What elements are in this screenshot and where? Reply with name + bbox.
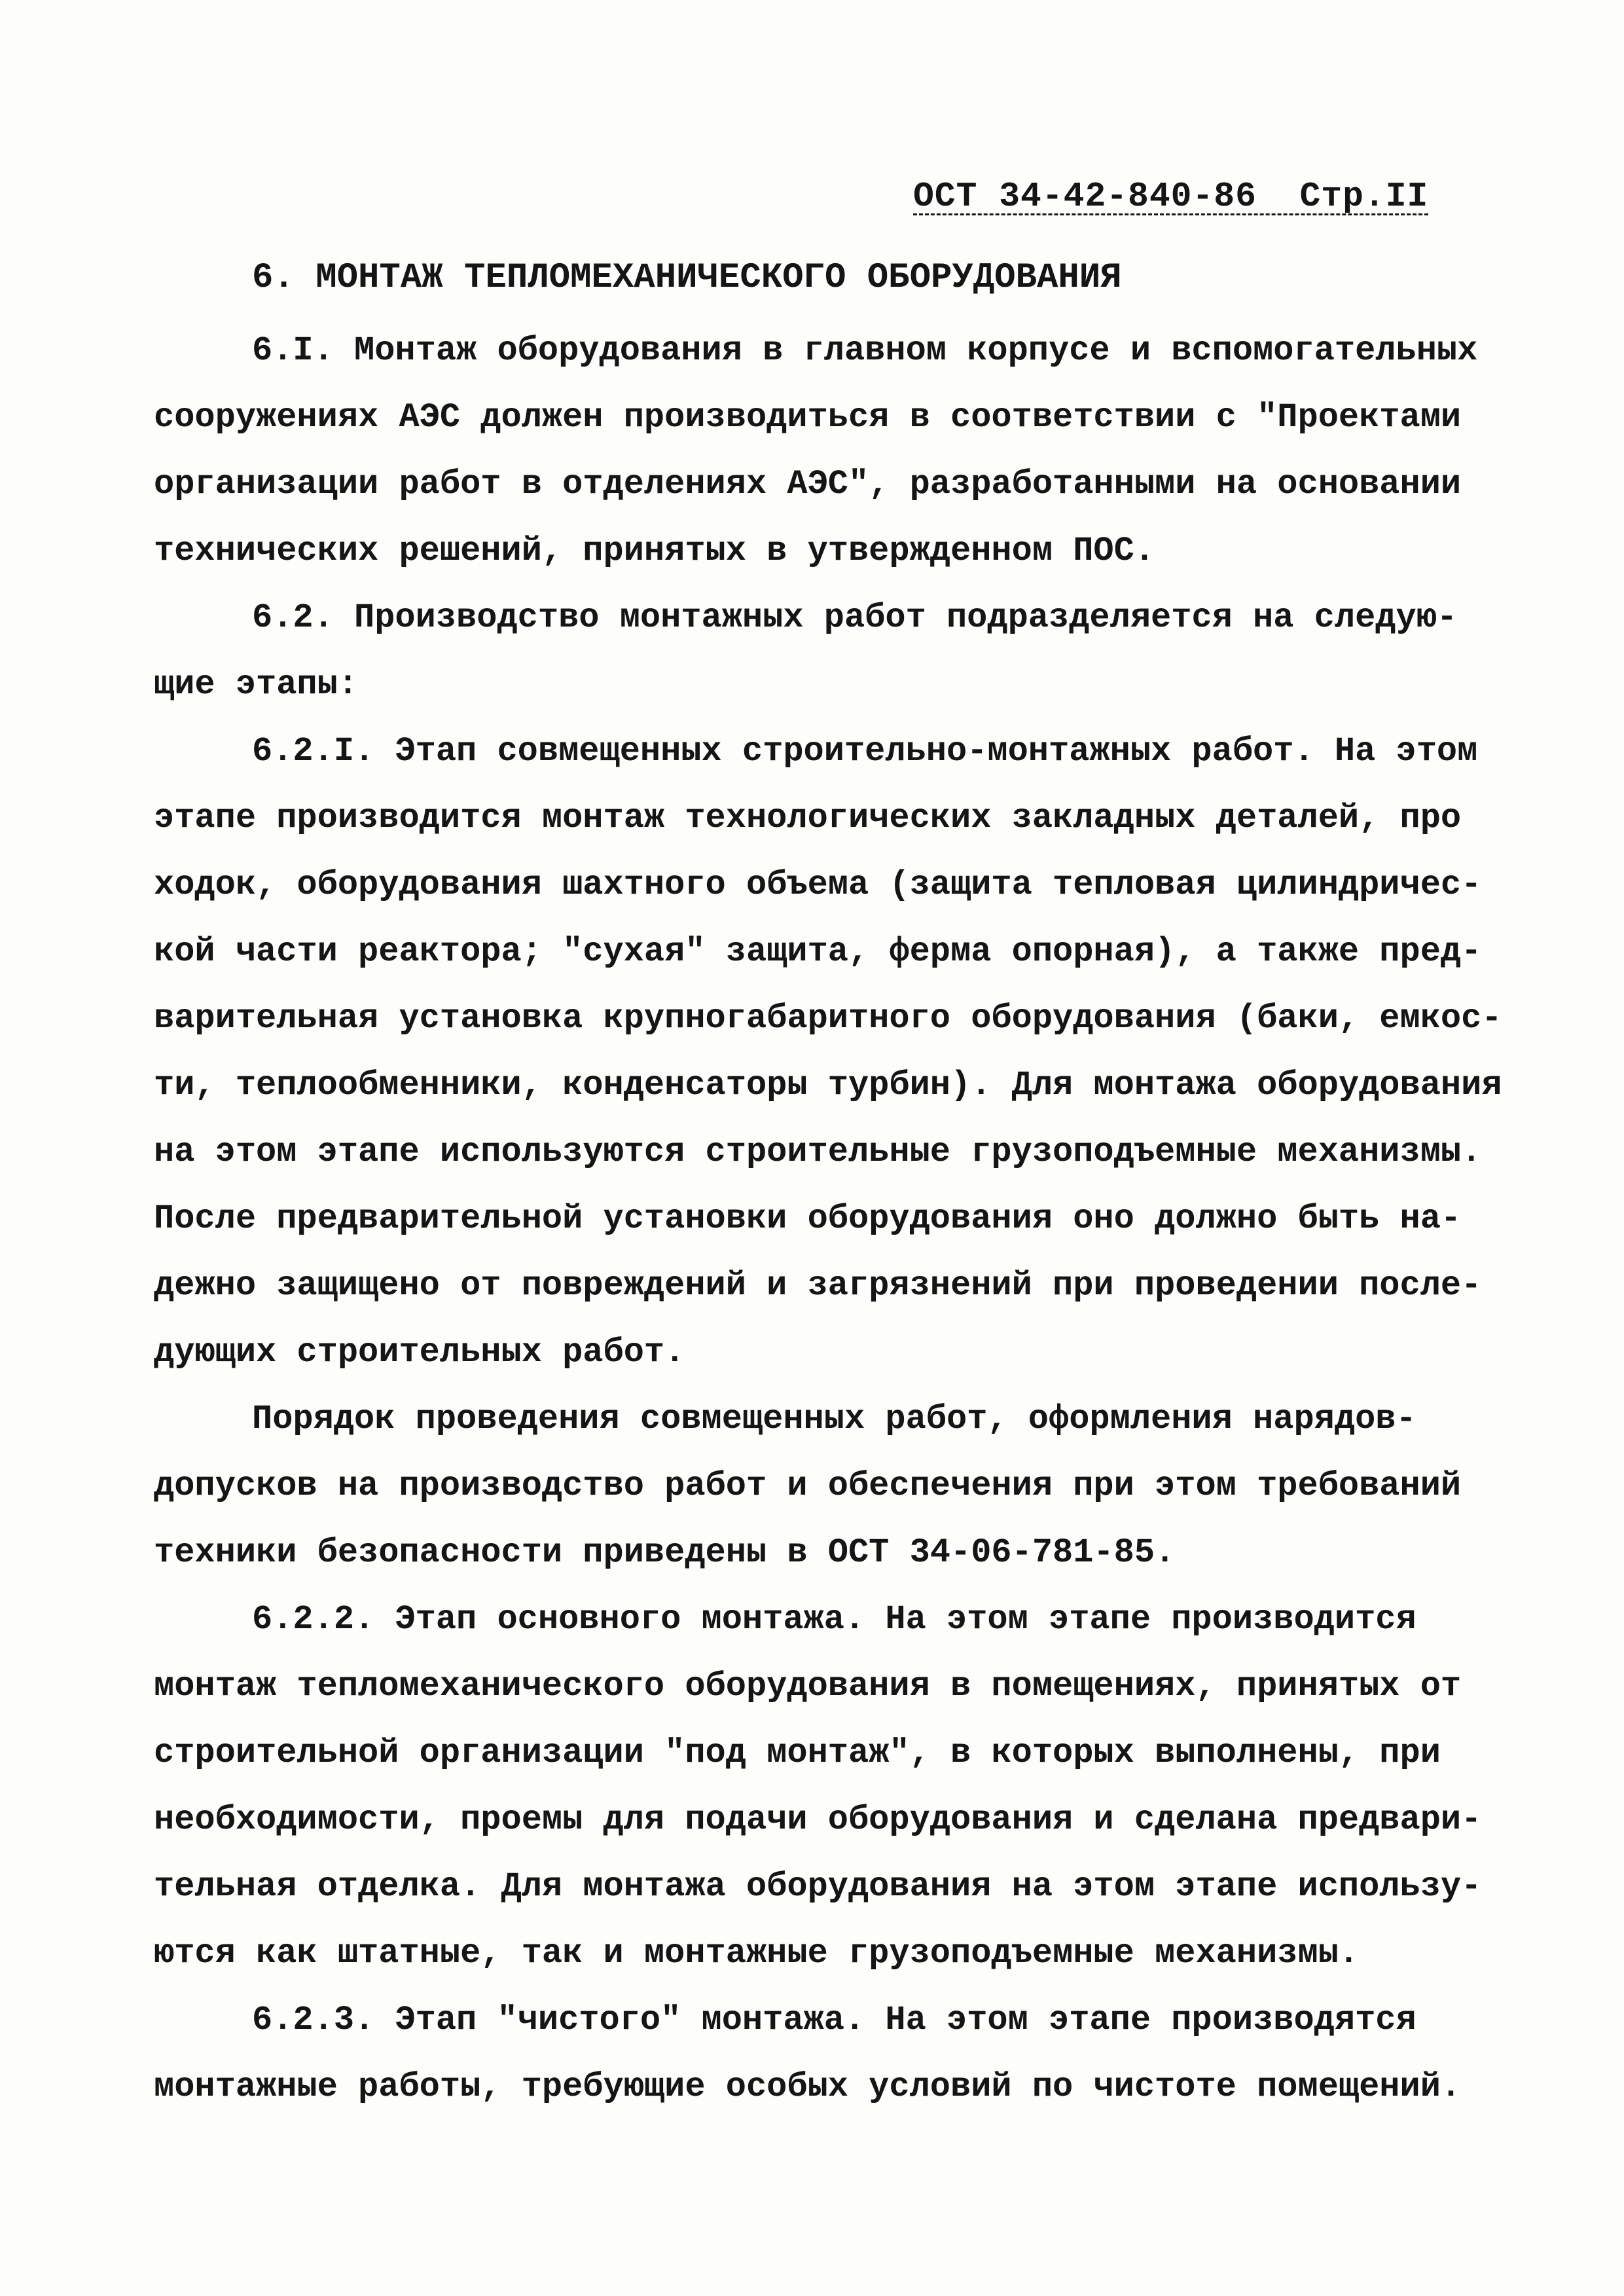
text-line: 6.2. Производство монтажных работ подразделяется на следую- [252,598,1458,637]
text-line: варительная установка крупногабаритного оборудования (баки, емкос- [154,999,1502,1038]
text-line: строительной организации "под монтаж", в которых выполнены, при [154,1734,1441,1772]
text-line: техники безопасности приведены в ОСТ 34-06-781-85. [154,1533,1176,1572]
text-line: дующих строительных работ. [154,1333,685,1372]
text-line: 6.2.2. Этап основного монтажа. На этом этапе производится [252,1600,1416,1639]
section-title: 6. МОНТАЖ ТЕПЛОМЕХАНИЧЕСКОГО ОБОРУДОВАНИЯ [252,258,1122,298]
text-line: 6.2.3. Этап "чистого" монтажа. На этом этапе производятся [252,2001,1416,2039]
text-line: монтажные работы, требующие особых условий по чистоте помещений. [154,2068,1462,2106]
text-line: этапе производится монтаж технологических закладных деталей, про [154,799,1462,837]
text-line: После предварительной установки оборудования оно должно быть на- [154,1199,1462,1238]
text-line: ти, теплообменники, конденсаторы турбин). Для монтажа оборудования [154,1066,1502,1104]
text-line: организации работ в отделениях АЭС", разработанными на основании [154,465,1462,503]
text-line: ходок, оборудования шахтного объема (защита тепловая цилиндричес- [154,866,1482,904]
text-line: кой части реактора; "сухая" защита, ферма опорная), а также пред- [154,932,1482,971]
text-line: дежно защищено от повреждений и загрязнений при проведении после- [154,1266,1482,1305]
text-line: щие этапы: [154,665,359,704]
text-line: необходимости, проемы для подачи оборудования и сделана предвари- [154,1800,1482,1839]
text-line: технических решений, принятых в утвержденном ПОС. [154,532,1155,570]
text-line: сооружениях АЭС должен производиться в соответствии с "Проектами [154,398,1462,437]
text-line: ются как штатные, так и монтажные грузоподъемные механизмы. [154,1934,1360,1973]
text-line: на этом этапе используются строительные грузоподъемные механизмы. [154,1133,1482,1171]
text-line: 6.I. Монтаж оборудования в главном корпусе и вспомогательных [252,331,1478,370]
text-line: тельная отделка. Для монтажа оборудования на этом этапе использу- [154,1867,1482,1906]
text-line: 6.2.I. Этап совмещенных строительно-монтажных работ. На этом [252,732,1478,771]
page-header: ОСТ 34-42-840-86 Стр.II [913,177,1429,216]
text-line: Порядок проведения совмещенных работ, оформления нарядов- [252,1400,1416,1438]
text-line: допусков на производство работ и обеспечения при этом требований [154,1467,1462,1505]
text-line: монтаж тепломеханического оборудования в помещениях, принятых от [154,1667,1462,1705]
